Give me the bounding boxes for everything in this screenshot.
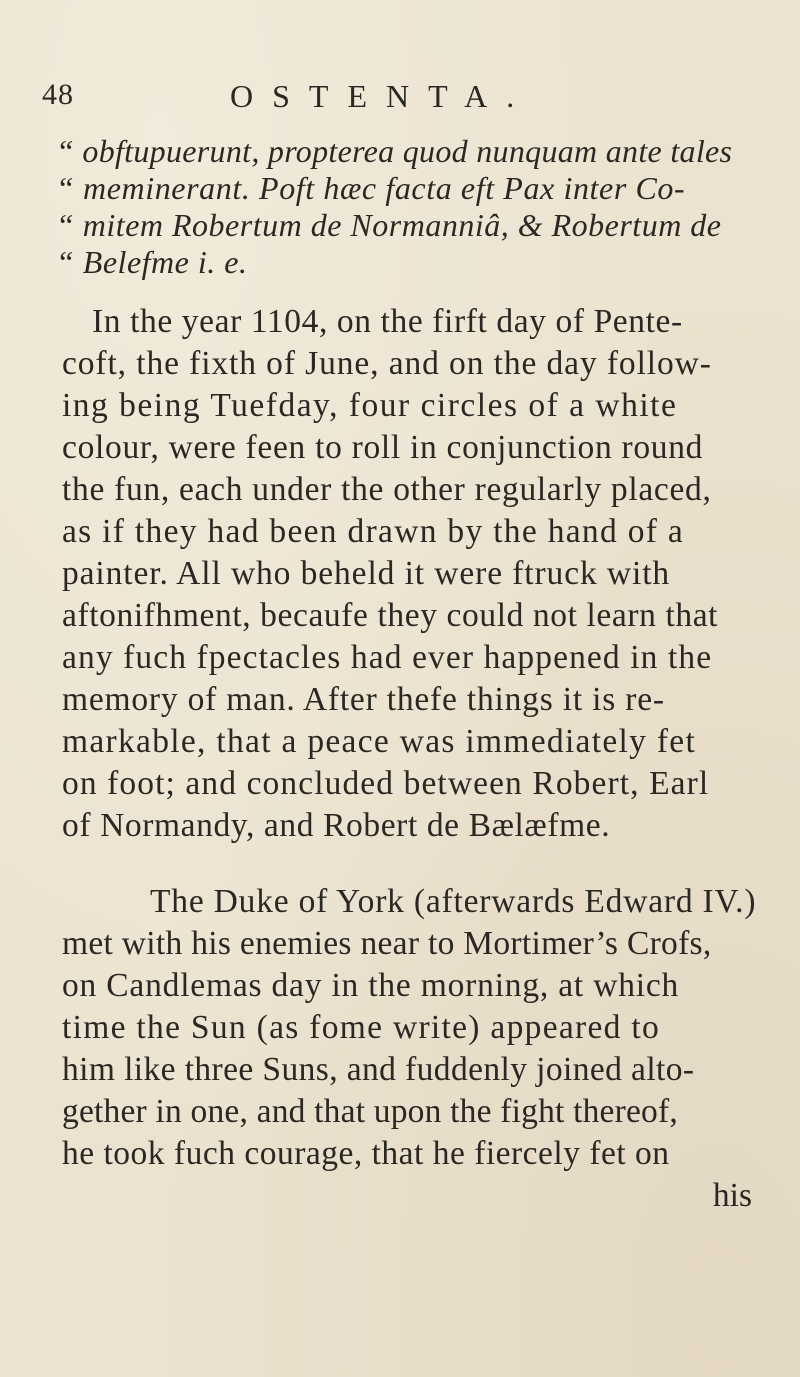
text-line: In the year 1104, on the firft day of Pente- xyxy=(92,303,683,340)
page-number: 48 xyxy=(42,78,74,111)
page-header xyxy=(40,78,760,118)
text-line: markable, that a peace was immediately fet xyxy=(62,723,697,760)
text-line: him like three Suns, and fuddenly joined alto- xyxy=(62,1051,695,1088)
text-line: aftonifhment, becaufe they could not learn that xyxy=(62,597,719,634)
text-line: The Duke of York (afterwards Edward IV.) xyxy=(150,883,757,920)
text-line: time the Sun (as fome write) appeared to xyxy=(62,1009,661,1046)
quote-line: “ mitem Robertum de Normanniâ, & Robertum de xyxy=(56,207,722,243)
text-line: as if they had been drawn by the hand of a xyxy=(62,513,685,550)
text-line: on Candlemas day in the morning, at which xyxy=(62,967,680,1004)
text-line: he took fuch courage, that he fiercely fet on xyxy=(62,1135,670,1172)
catchword: his xyxy=(712,1177,752,1214)
text-line: gether in one, and that upon the fight thereof, xyxy=(62,1093,678,1130)
text-line: of Normandy, and Robert de Bælæfme. xyxy=(62,807,611,844)
text-line: coft, the fixth of June, and on the day follow- xyxy=(62,345,712,382)
text-line: painter. All who beheld it were ftruck with xyxy=(62,555,671,592)
text-line: colour, were feen to roll in conjunction round xyxy=(62,429,704,466)
text-line: on foot; and concluded between Robert, Earl xyxy=(62,765,710,802)
text-line: the fun, each under the other regularly placed, xyxy=(62,471,712,508)
text-line: memory of man. After thefe things it is re- xyxy=(62,681,665,718)
quote-line: “ obftupuerunt, propterea quod nunquam ante tales xyxy=(56,133,733,169)
text-line: any fuch fpectacles had ever happened in the xyxy=(62,639,713,676)
text-line: ing being Tuefday, four circles of a white xyxy=(62,387,678,424)
quote-line: “ meminerant. Poft hæc facta eft Pax inter Co- xyxy=(56,170,686,206)
running-head: OSTENTA. xyxy=(230,78,534,114)
text-line: met with his enemies near to Mortimer’s Crofs, xyxy=(62,925,712,962)
quote-line: “ Belefme i. e. xyxy=(56,244,248,280)
